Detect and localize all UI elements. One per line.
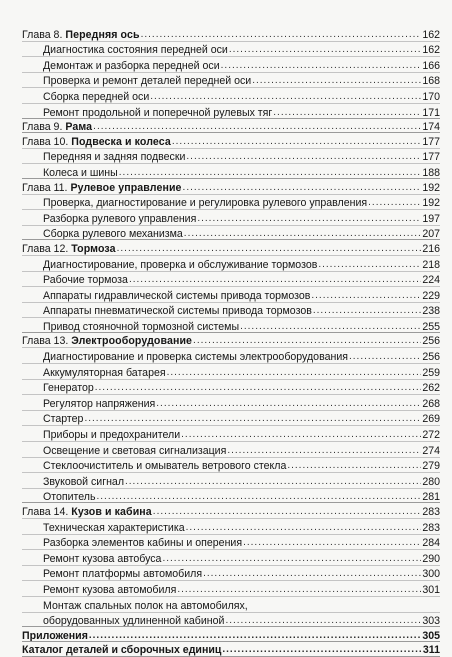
page-number: 177 (422, 135, 440, 148)
toc-entry-title: Демонтаж и разборка передней оси (43, 59, 220, 72)
toc-entry-row (22, 317, 440, 333)
chapter-prefix: Глава 11. (22, 181, 68, 194)
chapter-prefix: Глава 13. (22, 335, 69, 348)
chapter-prefix: Глава 10. (22, 135, 69, 148)
page-number: 177 (422, 151, 440, 164)
toc-entry-row (22, 580, 440, 596)
toc-entry-row (22, 488, 440, 504)
dot-leader (221, 60, 422, 72)
page-number: 311 (422, 644, 440, 657)
toc-entry-row (22, 148, 440, 164)
toc-entry-row (22, 457, 440, 473)
page-number: 174 (422, 121, 440, 134)
toc-entry-row (22, 363, 440, 379)
toc-entry-title (22, 136, 171, 148)
toc-entry-row (22, 87, 440, 103)
toc-entry-row (22, 194, 440, 210)
chapter-title: Подвеска и колеса (71, 135, 171, 148)
dot-leader (183, 182, 422, 194)
toc-entry-title: Приборы и предохранители (43, 429, 181, 442)
dot-leader (117, 243, 422, 255)
toc-entry-row (22, 225, 440, 241)
dot-leader (186, 151, 421, 163)
chapter-prefix: Глава 9. (22, 121, 63, 134)
page-number: 255 (422, 320, 440, 333)
dot-leader (129, 274, 421, 286)
chapter-title: Рама (65, 121, 93, 134)
toc-entry-title: Ремонт кузова автомобиля (43, 583, 177, 596)
page-number: 229 (422, 289, 440, 302)
page-number: 279 (422, 460, 440, 473)
toc-entry-title: Колеса и шины (43, 166, 118, 179)
page-number: 303 (422, 615, 440, 628)
toc-entry-row (22, 271, 440, 287)
page-number: 170 (422, 90, 440, 103)
toc-entry-row (22, 534, 440, 550)
toc-entry-title: Ремонт кузова автобуса (43, 552, 162, 565)
dot-leader (125, 476, 421, 488)
toc-entry-title: Проверка и ремонт деталей передней оси (43, 75, 252, 88)
dot-leader (318, 259, 421, 271)
page-number: 280 (422, 475, 440, 488)
toc-entry-row (22, 518, 440, 534)
page-number: 301 (422, 583, 440, 596)
toc-entry-title: Разборка рулевого управления (43, 212, 197, 225)
toc-entry-title: Аппараты гидравлической системы привода тормозов (43, 289, 311, 302)
toc-entry-title: Ремонт платформы автомобиля (43, 568, 203, 581)
toc-entry-title: Ремонт продольной и поперечной рулевых тяг (43, 106, 273, 119)
chapter-prefix: Глава 12. (22, 242, 69, 255)
page-number: 218 (422, 258, 440, 271)
chapter-title: Электрооборудование (71, 335, 193, 348)
toc-section-row (22, 641, 440, 657)
page-number: 290 (422, 552, 440, 565)
page-number: 262 (422, 382, 440, 395)
page-number: 283 (422, 506, 440, 518)
toc-entry-title: Привод стояночной тормозной системы (43, 320, 240, 333)
page-number: 197 (422, 212, 440, 225)
toc-entry-row (22, 347, 440, 363)
toc-entry-title (22, 335, 192, 347)
toc-entry-title (22, 182, 182, 194)
toc-entry-title: Звуковой сигнал (43, 475, 124, 488)
toc-entry-row (22, 441, 440, 457)
toc-entry-row (22, 410, 440, 426)
page-number: 256 (422, 351, 440, 364)
dot-leader (172, 136, 421, 148)
toc-entry-title: Передняя и задняя подвески (43, 151, 186, 164)
page-number: 300 (422, 568, 440, 581)
toc-entry-row (22, 302, 440, 318)
toc-entry-title: Рабочие тормоза (43, 274, 128, 287)
toc-entry-row (22, 56, 440, 72)
page-number: 162 (422, 28, 440, 41)
page-number: 216 (422, 242, 440, 255)
toc-entry-title: Проверка, диагностирование и регулировка рулевого управления (43, 197, 368, 210)
dot-leader (197, 213, 421, 225)
dot-leader (311, 290, 421, 302)
toc-entry-title (22, 29, 140, 41)
dot-leader (252, 75, 421, 87)
chapter-prefix: Глава 14. (22, 506, 69, 518)
chapter-title: Кузов и кабина (71, 506, 152, 518)
page-number: 256 (422, 335, 440, 348)
toc-entry-row (22, 565, 440, 581)
chapter-prefix: Глава 8. (22, 28, 63, 41)
dot-leader (95, 382, 422, 394)
toc-entry-title: Освещение и световая сигнализация (43, 444, 227, 457)
page-number: 284 (422, 537, 440, 550)
toc-entry-title: Аккумуляторная батарея (43, 366, 166, 379)
toc-entry-row (22, 379, 440, 395)
toc-entry-row (22, 163, 440, 179)
toc-entry-row (22, 209, 440, 225)
dot-leader (181, 429, 421, 441)
toc-entry-row (22, 596, 440, 612)
toc-entry-title: Стеклоочиститель и омыватель ветрового стекла (43, 460, 287, 473)
dot-leader (222, 644, 422, 656)
page-number: 192 (422, 197, 440, 210)
toc-entry-title: оборудованных удлиненной кабиной (43, 615, 225, 628)
chapter-title: Тормоза (71, 242, 116, 255)
dot-leader (177, 584, 421, 596)
toc-chapter-row (22, 132, 440, 148)
table-of-contents (22, 27, 440, 657)
toc-entry-title: Диагностика состояния передней оси (43, 44, 228, 57)
page-number: 281 (422, 491, 440, 504)
dot-leader (229, 44, 421, 56)
dot-leader (162, 553, 421, 565)
dot-leader (84, 413, 421, 425)
toc-entry-row (22, 255, 440, 271)
toc-entry-row (22, 394, 440, 410)
dot-leader (249, 600, 423, 612)
dot-leader (227, 445, 421, 457)
page-number: 305 (422, 629, 440, 642)
page-number: 224 (422, 274, 440, 287)
toc-chapter-row (22, 239, 440, 255)
toc-entry-title: Регулятор напряжения (43, 397, 156, 410)
toc-entry-row (22, 549, 440, 565)
dot-leader (156, 398, 421, 410)
toc-entry-row (22, 286, 440, 302)
page-number: 168 (422, 75, 440, 88)
toc-chapter-row (22, 26, 440, 41)
dot-leader (150, 91, 421, 103)
page-number: 259 (422, 366, 440, 379)
page-number: 192 (422, 181, 440, 194)
dot-leader (193, 335, 421, 347)
page-number: 274 (422, 444, 440, 457)
toc-entry-row (22, 103, 440, 119)
dot-leader (153, 506, 422, 518)
page-number: 238 (422, 305, 440, 318)
page-number: 268 (422, 397, 440, 410)
page-number: 272 (422, 429, 440, 442)
page-number: 171 (422, 106, 440, 119)
toc-entry-title: Диагностирование, проверка и обслуживание тормозов (43, 258, 318, 271)
toc-entry-title: Разборка элементов кабины и оперения (43, 537, 243, 550)
page-number: 188 (422, 166, 440, 179)
toc-entry-title: Аппараты пневматической системы привода тормозов (43, 305, 312, 318)
dot-leader (287, 460, 421, 472)
dot-leader (141, 29, 422, 41)
toc-section-row (22, 626, 440, 642)
toc-entry-title: Каталог деталей и сборочных единиц (22, 644, 222, 657)
toc-entry-title: Сборка передней оси (43, 90, 150, 103)
dot-leader (313, 305, 421, 317)
chapter-title: Передняя ось (65, 28, 140, 41)
toc-entry-title: Приложения (22, 629, 88, 642)
page-number: 162 (422, 44, 440, 57)
page-number: 283 (422, 521, 440, 534)
toc-entry-title: Сборка рулевого механизма (43, 228, 183, 241)
toc-entry-row (22, 612, 440, 628)
chapter-title: Рулевое управление (70, 181, 182, 194)
toc-entry-row (22, 41, 440, 57)
toc-entry-row (22, 72, 440, 88)
toc-entry-title (22, 243, 116, 255)
dot-leader (167, 367, 422, 379)
toc-entry-title: Стартер (43, 413, 84, 426)
toc-entry-row (22, 425, 440, 441)
page-number: 207 (422, 228, 440, 241)
toc-entry-title: Техническая характеристика (43, 521, 185, 534)
dot-leader (243, 537, 421, 549)
toc-chapter-row (22, 332, 440, 348)
page-number: 269 (422, 413, 440, 426)
dot-leader (368, 197, 421, 209)
dot-leader (186, 522, 422, 534)
toc-entry-title: Генератор (43, 382, 94, 395)
toc-entry-row (22, 472, 440, 488)
toc-entry-title: Диагностирование и проверка системы электрооборудования (43, 351, 348, 364)
dot-leader (349, 351, 421, 363)
dot-leader (203, 568, 421, 580)
toc-entry-title: Отопитель (43, 491, 96, 504)
toc-chapter-row (22, 502, 440, 518)
toc-entry-title: Монтаж спальных полок на автомобилях, (43, 599, 248, 612)
toc-chapter-row (22, 118, 440, 134)
toc-entry-title (22, 506, 152, 518)
toc-chapter-row (22, 178, 440, 194)
page-number: 166 (422, 59, 440, 72)
